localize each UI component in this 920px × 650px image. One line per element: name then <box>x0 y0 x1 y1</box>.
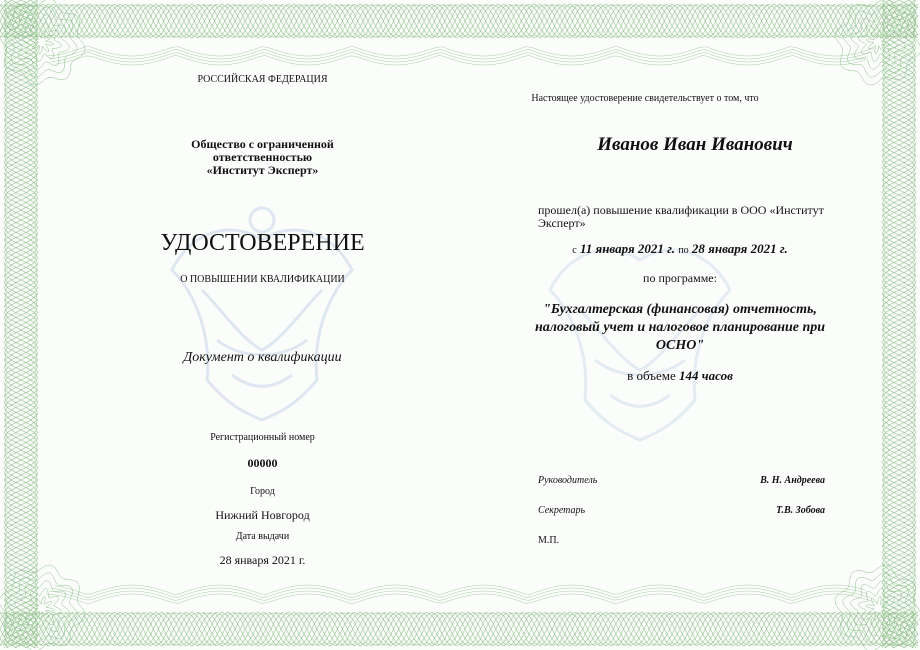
program-title-line3: ОСНО" <box>655 338 705 353</box>
city-label: Город <box>250 486 275 497</box>
org-name-line1: Общество с ограниченной <box>191 137 334 151</box>
period-to-word: по <box>678 245 689 256</box>
holder-full-name: Иванов Иван Иванович <box>597 134 793 155</box>
volume-prefix: в объеме <box>627 368 676 383</box>
issue-date: 28 января 2021 г. <box>219 553 306 567</box>
document-title: УДОСТОВЕРЕНИЕ <box>160 230 365 256</box>
program-label: по программе: <box>643 271 717 285</box>
intro-text: Настоящее удостоверение свидетельствует о том, что <box>531 93 759 104</box>
date-to: 28 января 2021 г. <box>691 241 788 256</box>
volume-hours: 144 часов <box>679 368 733 383</box>
program-title-line2: налоговый учет и налоговое планирование при <box>534 320 826 335</box>
study-period <box>500 241 860 257</box>
org-name-line2: ответственностью <box>212 150 313 164</box>
secretary-name: Т.В. Зобова <box>776 505 825 516</box>
document-type: Документ о квалификации <box>183 350 342 365</box>
program-title-line1: "Бухгалтерская (финансовая) отчетность, <box>543 302 817 317</box>
city-value: Нижний Новгород <box>215 508 310 522</box>
stamp-place: М.П. <box>538 535 560 546</box>
issue-date-label: Дата выдачи <box>235 531 290 542</box>
org-name-line3: «Институт Эксперт» <box>206 163 319 177</box>
completed-text-line1: прошел(а) повышение квалификации в ООО «Институт <box>538 203 824 217</box>
secretary-label: Секретарь <box>538 505 586 516</box>
date-from: 11 января 2021 г. <box>579 241 676 256</box>
volume-row <box>560 368 800 384</box>
document-subtitle: О ПОВЫШЕНИИ КВАЛИФИКАЦИИ <box>180 274 345 285</box>
registration-number: 00000 <box>247 456 278 470</box>
director-name: В. Н. Андреева <box>760 475 825 486</box>
period-from-word: с <box>572 245 577 256</box>
director-label: Руководитель <box>538 475 598 486</box>
registration-number-label: Регистрационный номер <box>210 432 315 443</box>
completed-text-line2: Эксперт» <box>538 216 586 230</box>
country-label: РОССИЙСКАЯ ФЕДЕРАЦИЯ <box>197 74 328 85</box>
